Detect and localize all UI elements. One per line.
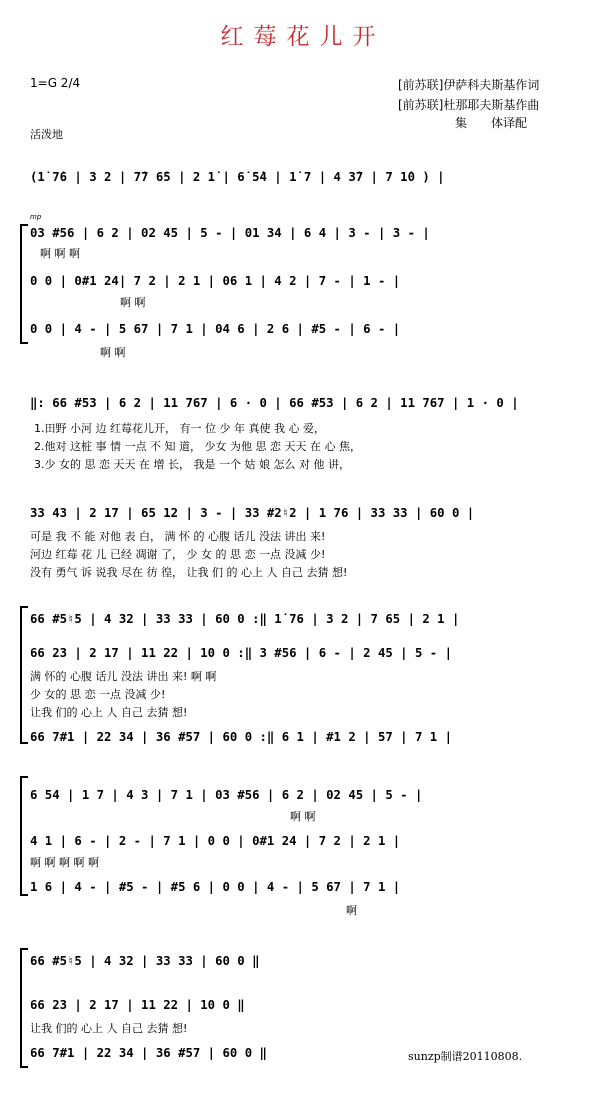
system-4-brace [20,606,28,744]
sys4-staff-2: 66 23 | 2 17 | 11 22 | 10 0 :‖ 3 #56 | 6 - | 2 45 | 5 - | [30,646,452,660]
sys2-verse-1: 1.田野 小河 边 红莓花儿开， 有一 位 少 年 真使 我 心 爱， [34,422,325,435]
tempo-marking: 活泼地 [30,128,63,141]
arranger-credit: 集 体译配 [455,116,528,130]
sys5-staff-1: 6 54 | 1 7 | 4 3 | 7 1 | 03 #56 | 6 2 | 02 45 | 5 - | [30,788,423,802]
lyricist-credit: [前苏联]伊萨科夫斯基作词 [398,78,540,92]
sys6-staff-2: 66 23 | 2 17 | 11 22 | 10 0 ‖ [30,998,245,1012]
sys3-verse-3: 没有 勇气 诉 说我 尽在 彷 徨， 让我 们 的 心上 人 自己 去猜 想! [30,566,348,579]
sys4-lyric-2: 少 女的 思 恋 一点 没减 少! [30,688,166,701]
sys1-staff-2: 0 0 | 0#1 24| 7 2 | 2 1 | 06 1 | 4 2 | 7 - | 1 - | [30,274,401,288]
composer-credit: [前苏联]杜那耶夫斯基作曲 [398,98,540,112]
key-signature: 1=G 2/4 [30,76,81,90]
system-5-brace [20,776,28,896]
dynamic-marking: mp [30,213,42,221]
system-1-brace [20,224,28,344]
sys1-staff-3-lyric: 啊 啊 [100,346,126,359]
sys2-verse-3: 3.少 女的 思 恋 天天 在 增 长， 我是 一个 姑 娘 怎么 对 他 讲， [34,458,350,471]
sys3-verse-1: 可是 我 不 能 对他 表 白， 满 怀 的 心腹 话儿 没法 讲出 来! [30,530,326,543]
sys5-staff-2-lyric: 啊 啊 啊 啊 啊 [30,856,99,869]
sys2-melody: ‖: 66 #53 | 6 2 | 11 767 | 6 · 0 | 66 #53 | 6 2 | 11 767 | 1 · 0 | [30,396,519,410]
sys4-staff-1: 66 #5♮5 | 4 32 | 33 33 | 60 0 :‖ 1̇ 76 | 3 2 | 7 65 | 2 1 | [30,612,460,626]
sys5-staff-2: 4 1 | 6 - | 2 - | 7 1 | 0 0 | 0#1 24 | 7 2 | 2 1 | [30,834,401,848]
sys2-verse-2: 2.他对 这桩 事 情 一点 不 知 道， 少女 为他 思 恋 天天 在 心 焦， [34,440,361,453]
intro-line: (1̇ 7̇6 | 3 2 | 7̇7 6̇5 | 2 1̇ | 6̇ 5̇4 | 1̇ 7 | 4 3̇7 | 7 1̇0 ) | [30,170,445,184]
sys4-lyric-3: 让我 们的 心上 人 自己 去猜 想! [30,706,188,719]
sys1-staff-1-lyric: 啊 啊 啊 [40,247,80,260]
sys6-staff-1: 66 #5♮5 | 4 32 | 33 33 | 60 0 ‖ [30,954,260,968]
sys1-staff-3: 0 0 | 4 - | 5 67 | 7 1 | 04 6 | 2 6 | #5 - | 6 - | [30,322,401,336]
sys3-verse-2: 河边 红莓 花 儿 已经 凋谢 了， 少 女 的 思 恋 一点 没减 少! [30,548,326,561]
sys6-staff-3: 66 7#1 | 22 34 | 36 #57 | 60 0 ‖ [30,1046,267,1060]
sys5-staff-3: 1 6 | 4 - | #5 - | #5 6 | 0 0 | 4 - | 5 67 | 7 1 | [30,880,401,894]
sys6-lyric: 让我 们的 心上 人 自己 去猜 想! [30,1022,188,1035]
sys5-staff-3-lyric: 啊 [346,904,357,917]
sys1-staff-1: 03 #56 | 6 2 | 02 45 | 5 - | 01 34 | 6 4 | 3 - | 3 - | [30,226,430,240]
sys1-staff-2-lyric: 啊 啊 [120,296,146,309]
song-title: 红莓花儿开 [220,24,386,50]
sys3-melody: 33 43 | 2 17 | 65 12 | 3 - | 33 #2♮2 | 1 76 | 33 33 | 60 0 | [30,506,475,520]
sys5-staff-1-lyric: 啊 啊 [290,810,316,823]
signature: sunzp制谱20110808. [408,1050,523,1063]
sys4-lyric-1: 满 怀的 心腹 话儿 没法 讲出 来! 啊 啊 [30,670,217,683]
system-6-brace [20,948,28,1068]
sys4-staff-3: 66 7#1 | 22 34 | 36 #57 | 60 0 :‖ 6 1 | #1 2 | 57 | 7 1 | [30,730,452,744]
